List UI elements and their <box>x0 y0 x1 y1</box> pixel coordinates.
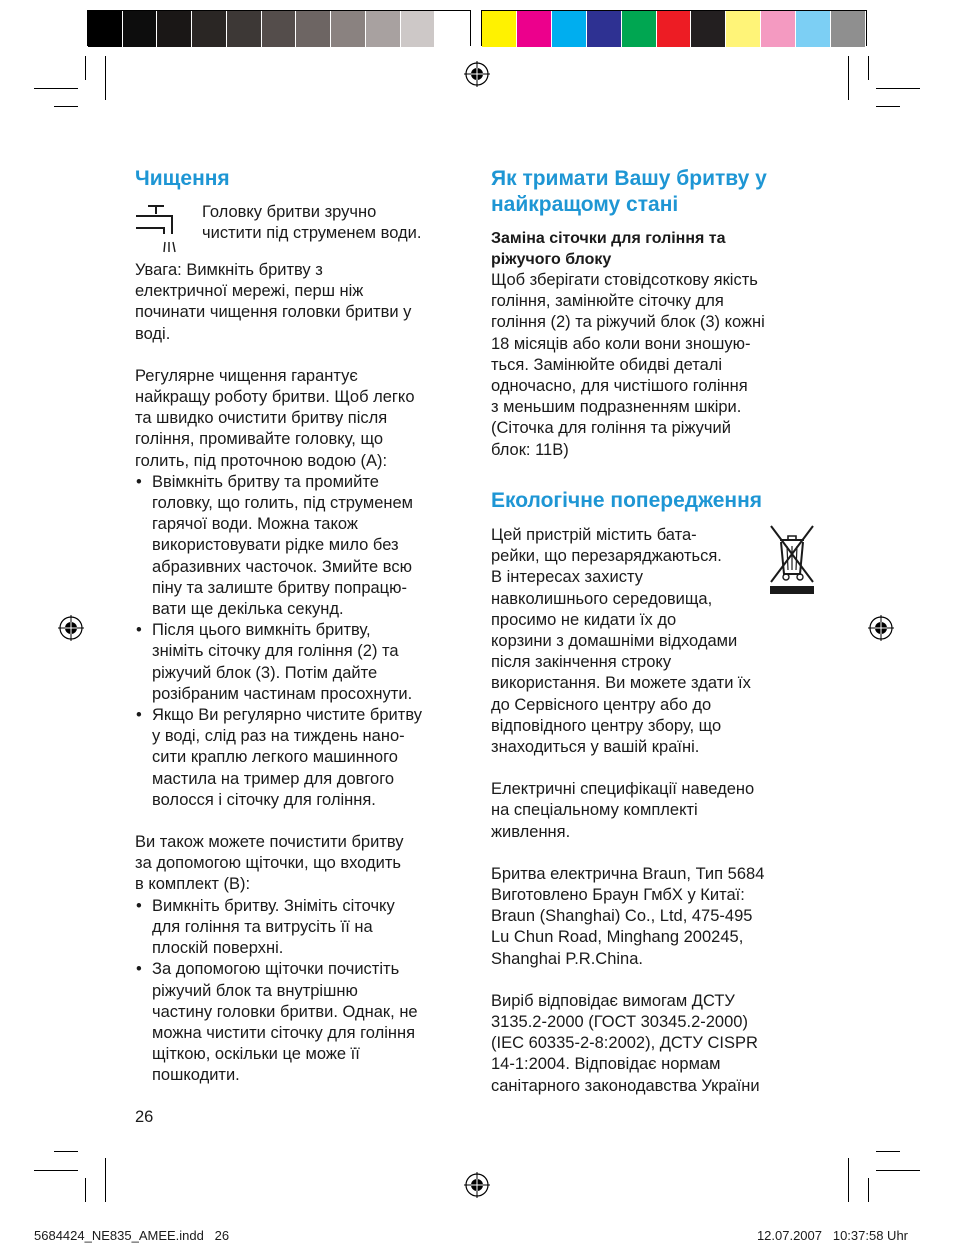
text-line: гоління, промивайте головку, що <box>135 430 384 449</box>
text-line: піну та залиште бритву попрацю- <box>152 578 407 597</box>
text-line: • Якщо Ви регулярно чистите бритву <box>152 706 422 725</box>
text-line: для гоління та витрусіть її на <box>152 917 373 936</box>
text-line: у воді, слід раз на тиждень нано- <box>152 727 405 746</box>
crop-mark <box>868 1178 869 1202</box>
text-line: Увага: Вимкніть бритву з <box>135 261 323 279</box>
text-line: щіткою, оскільки це може її <box>152 1045 360 1064</box>
crop-mark <box>876 106 900 107</box>
text-line: та швидко очистити бритву після <box>135 409 388 428</box>
title-line: Як тримати Вашу бритву у <box>491 167 767 190</box>
crop-mark <box>876 1151 900 1152</box>
crop-mark <box>868 56 869 80</box>
list-item <box>135 705 475 811</box>
text-line: використання. Ви можете здати їх <box>491 674 751 693</box>
crop-mark <box>105 1158 106 1202</box>
text-line: знаходиться у вашій країні. <box>491 738 700 757</box>
text-line: плоскій поверхні. <box>152 939 284 958</box>
text-line: сити краплю легкого машинного <box>152 748 398 767</box>
text-line: 14-1:2004. Відповідає нормам <box>491 1055 721 1074</box>
crop-mark <box>34 1170 78 1171</box>
list-item <box>135 959 475 1086</box>
text-line: гоління, замінюйте сіточку для <box>491 292 724 311</box>
section-title-maintenance <box>491 166 851 218</box>
text-line: електричної мережі, перш ніж <box>135 282 364 301</box>
section-title-cleaning: Чищення <box>135 167 230 190</box>
subtitle-line: ріжучого блоку <box>491 251 612 268</box>
text-line: вати ще декілька секунд. <box>152 600 344 619</box>
crop-mark <box>54 106 78 107</box>
text-line: Braun (Shanghai) Co., Ltd, 475-495 <box>491 907 753 926</box>
color-calibration-bar <box>481 10 867 46</box>
text-line: за допомогою щіточки, що входить <box>135 854 401 873</box>
print-timestamp: 12.07.2007 10:37:58 Uhr <box>756 1228 908 1243</box>
text-line: навколишнього середовища, <box>491 589 713 608</box>
text-line: мастила на тример для довгого <box>152 769 395 788</box>
color-swatch <box>192 11 227 47</box>
crop-mark <box>876 1170 920 1171</box>
text-line: воді. <box>135 324 171 343</box>
crop-mark <box>54 1151 78 1152</box>
text-line: з меньшим подразненням шкіри. <box>491 398 742 417</box>
text-line: корзини з домашніми відходами <box>491 632 738 651</box>
color-swatch <box>796 11 831 47</box>
crop-mark <box>876 88 920 89</box>
registration-mark-icon <box>464 1172 490 1198</box>
text-line: Виготовлено Браун ГмбХ у Китаї: <box>491 886 745 905</box>
color-swatch <box>331 11 366 47</box>
text-line: Регулярне чищення гарантує <box>135 366 358 385</box>
maintenance-body <box>491 228 831 461</box>
text-line: частину головки бритви. Однак, не <box>152 1002 418 1021</box>
text-line: ріжучий блок (3). Потім дайте <box>152 663 378 682</box>
text-line: голить, під проточною водою (А): <box>135 451 388 470</box>
title-line: найкращому стані <box>491 193 679 216</box>
color-swatch <box>552 11 587 47</box>
eco-body <box>491 525 831 1097</box>
text-line: просимо не кидати їх до <box>491 610 677 629</box>
color-swatch <box>726 11 761 47</box>
list-item <box>135 896 475 960</box>
rinse-steps-list <box>135 472 475 811</box>
text-line: головку, що голить, під струменем <box>152 494 414 513</box>
text-line: • Після цього вимкніть бритву, <box>152 621 371 640</box>
text-line: одночасно, для чистішого гоління <box>491 377 748 396</box>
color-swatch <box>622 11 657 47</box>
crop-mark <box>34 88 78 89</box>
text-line: можна чистити сіточку для гоління <box>152 1023 416 1042</box>
color-swatch <box>227 11 262 47</box>
color-swatch <box>401 11 436 47</box>
text-line: Електричні специфікації наведено <box>491 780 755 799</box>
text-line: Цей пристрій містить бата- <box>491 526 697 544</box>
color-swatch <box>366 11 401 47</box>
cleaning-body <box>135 260 475 1087</box>
text-line: починати чищення головки бритви у <box>135 303 412 322</box>
text-line: Виріб відповідає вимогам ДСТУ <box>491 991 735 1010</box>
text-line: живлення. <box>491 822 571 841</box>
crop-mark <box>85 56 86 80</box>
text-line: (IEC 60335-2-8:2002), ДСТУ CISPR <box>491 1034 758 1053</box>
text-line: • Ввімкніть бритву та промийте <box>152 472 379 491</box>
text-line: Бритва електрична Braun, Тип 5684 <box>491 864 765 883</box>
color-swatch <box>691 11 726 47</box>
text-line: В інтересах захисту <box>491 568 643 587</box>
text-line: розібраним частинам просохнути. <box>152 684 413 703</box>
registration-mark-icon <box>868 615 894 641</box>
text-line: 3135.2-2000 (ГОСТ 30345.2-2000) <box>491 1013 748 1032</box>
text-line: найкращу роботу бритви. Щоб легко <box>135 388 415 407</box>
text-line: Lu Chun Road, Minghang 200245, <box>491 928 744 947</box>
text-line: Shanghai P.R.China. <box>491 949 643 968</box>
text-line: абразивних часточок. Змийте всю <box>152 557 412 576</box>
cleaning-intro <box>202 202 472 244</box>
color-swatch <box>157 11 192 47</box>
text-line: зніміть сіточку для гоління (2) та <box>152 642 399 661</box>
text-line: санітарного законодавства України <box>491 1076 760 1095</box>
color-swatch <box>262 11 297 47</box>
crop-mark <box>848 56 849 100</box>
color-swatch <box>761 11 796 47</box>
text-line: ріжучий блок та внутрішню <box>152 981 358 1000</box>
file-slug: 5684424_NE835_AMEE.indd 26 <box>34 1228 230 1243</box>
text-line: (Сіточка для гоління та ріжучий <box>491 419 731 438</box>
text-line: чистити під струменем води. <box>202 224 422 243</box>
crop-mark <box>85 1178 86 1202</box>
color-swatch <box>657 11 692 47</box>
color-swatch <box>831 11 866 47</box>
crop-mark <box>105 56 106 100</box>
faucet-icon <box>134 202 190 256</box>
registration-mark-icon <box>58 615 84 641</box>
brush-steps-list <box>135 896 475 1087</box>
crop-mark <box>848 1158 849 1202</box>
color-swatch <box>482 11 517 47</box>
text-line: блок: 11B) <box>491 440 569 459</box>
text-line: гарячої води. Можна також <box>152 515 358 534</box>
color-swatch <box>435 11 470 47</box>
text-line: на спеціальному комплекті <box>491 801 698 820</box>
color-swatch <box>296 11 331 47</box>
text-line: рейки, що перезаряджаються. <box>491 547 722 566</box>
color-swatch <box>123 11 158 47</box>
subtitle-line: Заміна сіточки для гоління та <box>491 230 726 247</box>
section-title-eco: Екологічне попередження <box>491 489 763 512</box>
text-line: до Сервісного центру або до <box>491 695 712 714</box>
text-line: гоління (2) та ріжучий блок (3) кожні <box>491 313 765 332</box>
text-line: 18 місяців або коли вони зношую- <box>491 334 751 353</box>
page-number: 26 <box>135 1108 154 1126</box>
text-line: • За допомогою щіточки почистіть <box>152 960 400 979</box>
text-line: Головку бритви зручно <box>202 203 377 221</box>
text-line: волосся і сіточку для гоління. <box>152 790 376 809</box>
text-line: • Вимкніть бритву. Зніміть сіточку <box>152 896 395 915</box>
color-swatch <box>587 11 622 47</box>
text-line: відповідного центру збору, що <box>491 716 722 735</box>
text-line: пошкодити. <box>152 1066 240 1085</box>
list-item <box>135 620 475 705</box>
text-line: ться. Замінюйте обидві деталі <box>491 355 723 374</box>
text-line: Ви також можете почистити бритву <box>135 833 404 852</box>
text-line: використовувати рідке мило без <box>152 536 399 555</box>
text-line: після закінчення строку <box>491 653 672 672</box>
color-swatch <box>517 11 552 47</box>
registration-mark-icon <box>464 61 490 87</box>
text-line: в комплект (В): <box>135 875 251 894</box>
text-line: Щоб зберігати стовідсоткову якість <box>491 271 758 289</box>
gray-calibration-bar <box>87 10 471 46</box>
list-item <box>135 472 475 620</box>
color-swatch <box>88 11 123 47</box>
